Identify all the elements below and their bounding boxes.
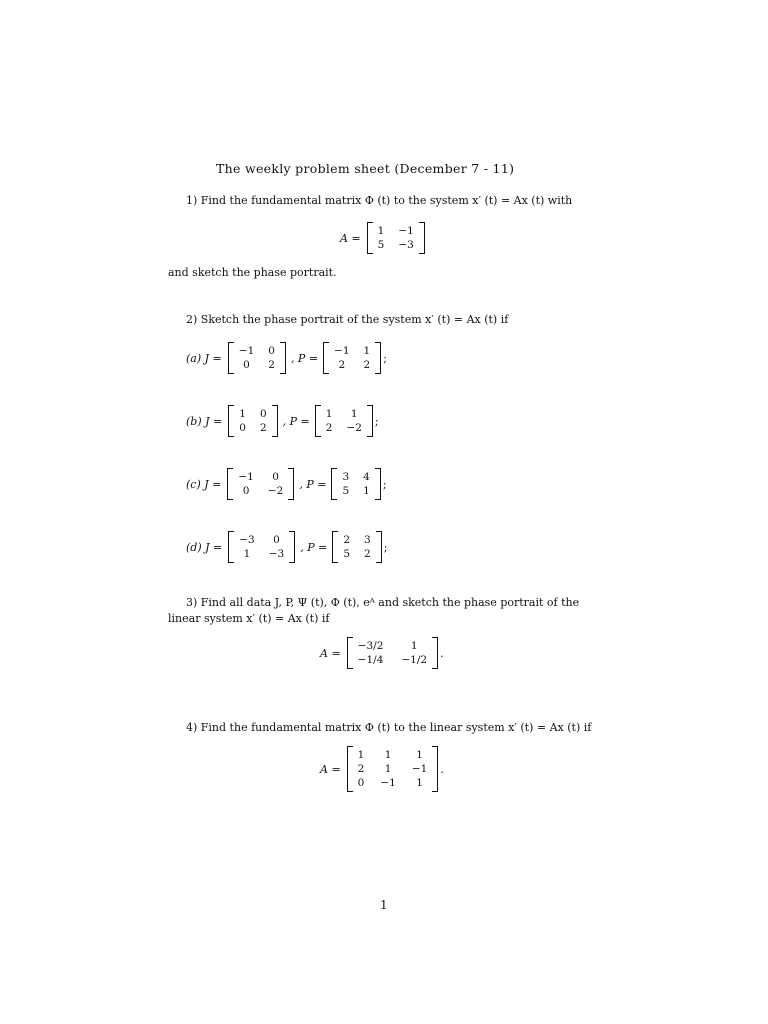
matrix-cell: 2: [268, 359, 275, 371]
matrix-cell: 1: [416, 777, 423, 789]
matrix-cell: 2: [259, 422, 267, 434]
matrix-label: A =: [320, 646, 341, 660]
matrix-p: [323, 342, 381, 374]
part-label: (a) J =: [186, 351, 222, 365]
end-punct: ;: [382, 477, 387, 491]
matrix-label: A =: [320, 762, 341, 776]
end-punct: ;: [383, 351, 387, 365]
problem-3-line1: 3) Find all data J, P, Ψ (t), Φ (t), eᴬ and sketch the phase portrait of the: [186, 596, 580, 609]
matrix-cell: 1: [410, 640, 418, 652]
p-label: , P =: [300, 540, 328, 554]
problem-2c: [186, 468, 387, 500]
matrix-cell: 0: [272, 471, 279, 483]
problem-3-line2: linear system x′ (t) = Ax (t) if: [168, 612, 330, 625]
problem-4-equation: [320, 746, 444, 792]
matrix-j: [227, 468, 294, 500]
matrix-cell: −3: [398, 239, 414, 251]
p-label: , P =: [290, 351, 319, 365]
end-punct: ;: [374, 414, 379, 428]
matrix-cell: −1: [238, 345, 255, 357]
end-punct: .: [440, 762, 444, 776]
matrix-cell: 2: [338, 359, 346, 371]
problem-1-text: 1) Find the fundamental matrix Φ (t) to the system x′ (t) = Ax (t) with: [186, 194, 573, 207]
matrix-cell: −1: [398, 225, 414, 237]
matrix-cell: 1: [243, 548, 251, 560]
problem-1-after: and sketch the phase portrait.: [168, 266, 337, 279]
page-title: The weekly problem sheet (December 7 - 11): [216, 161, 515, 176]
matrix-cell: −1/4: [357, 654, 384, 666]
problem-1-equation: [340, 222, 427, 254]
matrix-cell: 1: [357, 749, 365, 761]
matrix-cell: 1: [384, 749, 392, 761]
problem-3-equation: [320, 637, 444, 669]
matrix-cell: 2: [325, 422, 333, 434]
matrix-cell: 5: [342, 485, 350, 497]
matrix-j: [228, 531, 295, 563]
matrix-cell: −3: [268, 548, 285, 560]
matrix-cell: −1: [411, 763, 428, 775]
matrix-cell: 0: [242, 485, 250, 497]
matrix-a: [367, 222, 425, 254]
end-punct: ;: [383, 540, 388, 554]
matrix-cell: 5: [377, 239, 385, 251]
matrix-cell: 2: [357, 763, 365, 775]
matrix-cell: −1: [238, 471, 254, 483]
matrix-cell: 1: [239, 408, 246, 420]
p-label: , P =: [282, 414, 310, 428]
matrix-cell: 1: [363, 345, 371, 357]
problem-2d: [186, 531, 387, 563]
matrix-j: [228, 405, 277, 437]
matrix-cell: 1: [325, 408, 333, 420]
matrix-cell: 4: [363, 471, 370, 483]
part-label: (d) J =: [186, 540, 223, 554]
matrix-cell: 3: [342, 471, 350, 483]
matrix-cell: 1: [384, 763, 392, 775]
p-label: , P =: [299, 477, 327, 491]
problem-2-text: 2) Sketch the phase portrait of the system x′ (t) = Ax (t) if: [186, 313, 509, 326]
matrix-cell: −2: [267, 485, 284, 497]
matrix-cell: 2: [364, 548, 371, 560]
matrix-p: [332, 531, 381, 563]
matrix-cell: 0: [357, 777, 365, 789]
matrix-p: [331, 468, 380, 500]
problem-2b: [186, 405, 379, 437]
matrix-cell: −3: [239, 534, 255, 546]
matrix-cell: 1: [416, 749, 423, 761]
matrix-p: [315, 405, 373, 437]
matrix-cell: −1: [380, 777, 396, 789]
matrix-cell: 0: [268, 345, 275, 357]
matrix-cell: −1: [334, 345, 350, 357]
matrix-cell: −2: [346, 422, 362, 434]
matrix-cell: 1: [350, 408, 358, 420]
matrix-j: [228, 342, 286, 374]
matrix-cell: −3/2: [357, 640, 384, 652]
matrix-cell: 1: [363, 485, 370, 497]
matrix-cell: 0: [259, 408, 267, 420]
matrix-cell: 1: [377, 225, 385, 237]
problem-2a: [186, 342, 387, 374]
matrix-cell: 0: [239, 422, 246, 434]
matrix-cell: 0: [273, 534, 280, 546]
part-label: (c) J =: [186, 477, 222, 491]
matrix-a: [347, 637, 438, 669]
matrix-cell: 2: [343, 534, 351, 546]
matrix-label: A =: [340, 231, 361, 245]
matrix-cell: 3: [364, 534, 371, 546]
matrix-cell: 0: [243, 359, 250, 371]
end-punct: .: [440, 646, 444, 660]
problem-4-text: 4) Find the fundamental matrix Φ (t) to the linear system x′ (t) = Ax (t) if: [186, 721, 592, 734]
matrix-cell: 2: [363, 359, 371, 371]
matrix-cell: −1/2: [401, 654, 428, 666]
page-number: 1: [380, 898, 388, 912]
matrix-cell: 5: [343, 548, 351, 560]
matrix-a: [347, 746, 439, 792]
part-label: (b) J =: [186, 414, 223, 428]
